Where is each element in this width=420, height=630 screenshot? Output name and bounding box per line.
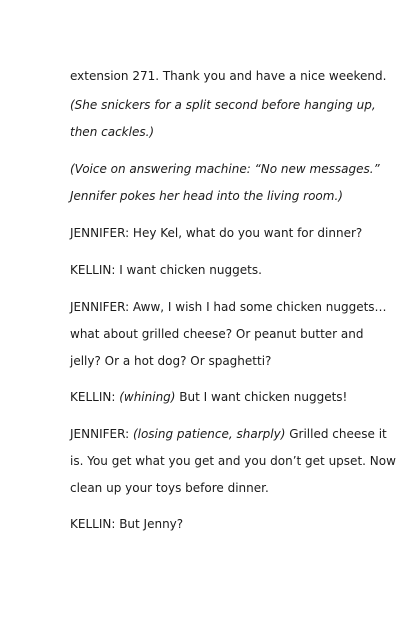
script-line (70, 480, 415, 496)
speaker-label: JENNIFER: (70, 427, 133, 441)
dialogue-text: KELLIN: I want chicken nuggets. (70, 263, 262, 277)
dialogue-text: extension 271. Thank you and have a nice weekend. (70, 69, 387, 83)
dialogue-text: clean up your toys before dinner. (70, 481, 269, 495)
script-line (70, 326, 415, 342)
dialogue-text: JENNIFER: Hey Kel, what do you want for dinner? (70, 226, 363, 240)
stage-direction-line (70, 124, 415, 140)
dialogue-text: is. You get what you get and you don’t get upset. Now (70, 454, 396, 468)
stage-direction-text: (She snickers for a split second before hanging up, (70, 98, 376, 112)
script-line (70, 516, 415, 532)
parenthetical-text: (losing patience, sharply) (132, 427, 286, 441)
stage-direction-line (70, 188, 415, 204)
stage-direction-text: (Voice on answering machine: “No new messages.” (70, 162, 380, 176)
stage-direction-line (70, 97, 415, 113)
speaker-label: KELLIN: (70, 390, 120, 404)
stage-direction-text: then cackles.) (70, 125, 155, 139)
script-line (70, 299, 415, 315)
dialogue-text: Grilled cheese it (285, 427, 387, 441)
script-line (70, 262, 415, 278)
dialogue-text: what about grilled cheese? Or peanut butter and (70, 327, 364, 341)
script-line (70, 453, 415, 469)
parenthetical-text: (whining) (119, 390, 176, 404)
script-line (70, 389, 415, 405)
script-line (70, 68, 415, 84)
script-line (70, 426, 415, 442)
dialogue-text: JENNIFER: Aww, I wish I had some chicken nuggets… (70, 300, 387, 314)
stage-direction-text: Jennifer pokes her head into the living room.) (70, 189, 343, 203)
dialogue-text: KELLIN: But Jenny? (70, 517, 184, 531)
dialogue-text: jelly? Or a hot dog? Or spaghetti? (70, 354, 272, 368)
dialogue-text: But I want chicken nuggets! (175, 390, 348, 404)
script-line (70, 353, 415, 369)
script-line (70, 225, 415, 241)
stage-direction-line (70, 161, 415, 177)
